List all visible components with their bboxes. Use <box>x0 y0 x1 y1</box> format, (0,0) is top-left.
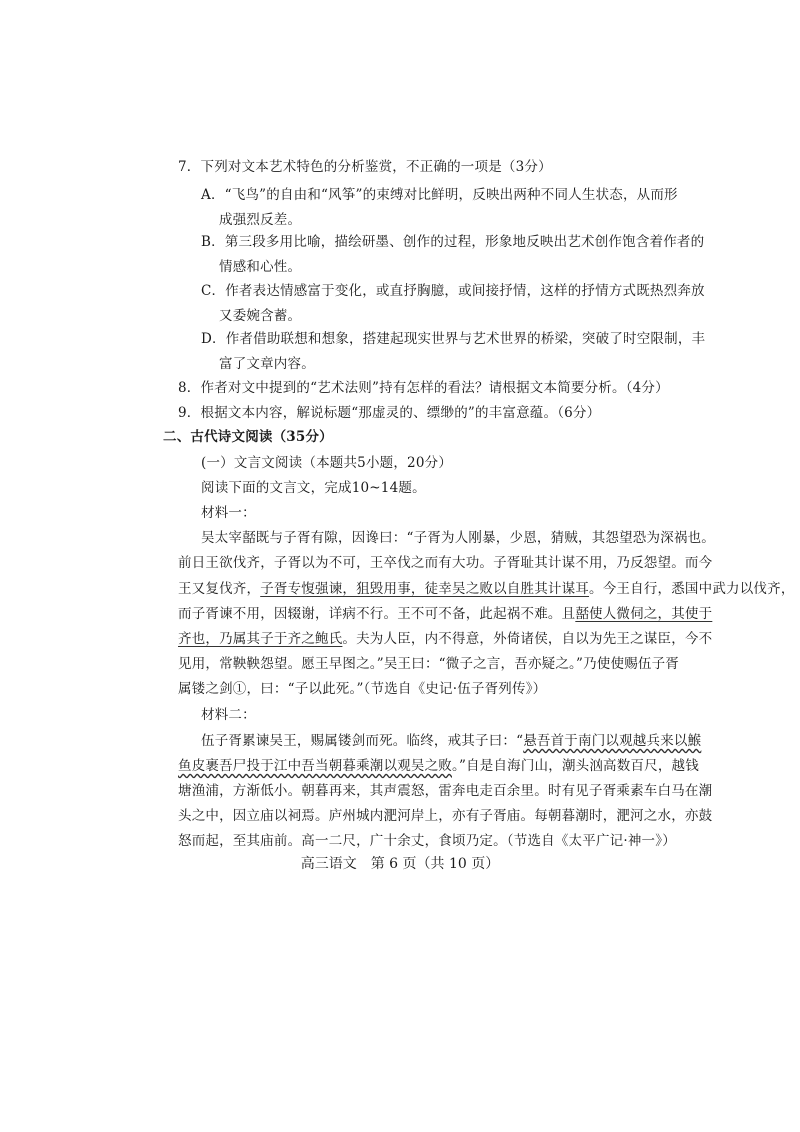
q7-option-b-line1: B．第三段多用比喻，描绘研墨、创作的过程，形象地反映出艺术创作饱含着作者的 <box>201 234 705 250</box>
q9: 9．根据文本内容，解说标题“那虚灵的、缥缈的”的丰富意蕴。（6分） <box>178 405 601 421</box>
material-1-line-4-underlined: 嚭使人微伺之，其使于 <box>575 606 713 622</box>
page-footer: 高三语文 第 6 页（共 10 页） <box>300 856 500 872</box>
material-2-line-1-wavy: 悬吾首于南门以观越兵来以鯸 <box>523 733 702 749</box>
material-2-line-4: 头之中，因立庙以祠焉。庐州城内淝河岸上，亦有子胥庙。每朝暮潮时，淝河之水，亦鼓 <box>178 808 713 824</box>
material-1-label: 材料一： <box>201 505 256 521</box>
material-2-line-2-text: 。”自是自海门山，潮头汹高数百尺，越钱 <box>452 758 699 774</box>
q7-option-d-line2: 富了文章内容。 <box>219 356 315 372</box>
material-1-line-5-underlined: 齐也，乃属其子于齐之鲍氏 <box>178 631 343 647</box>
material-2-line-1-text: 伍子胥累谏吴王，赐属镂剑而死。临终，戒其子曰：“ <box>201 733 524 749</box>
material-1-line-1: 吴太宰嚭既与子胥有隙，因谗曰：“子胥为人刚暴，少恩，猜贼，其怨望恐为深祸也。 <box>201 530 716 546</box>
material-2-line-3: 塘渔浦，方渐低小。朝暮再来，其声震怒，雷奔电走百余里。时有见子胥乘素车白马在潮 <box>178 783 713 799</box>
material-2-line-1 <box>201 732 701 750</box>
section-2-instruction: 阅读下面的文言文，完成10~14题。 <box>201 480 426 496</box>
material-1-line-4-text: 而子胥谏不用，因辍谢，详病不行。王不可不备，此起祸不难。且 <box>178 606 576 622</box>
q7-option-c-line2: 又委婉含蓄。 <box>219 308 302 324</box>
material-1-line-3-end: 。今王自行，悉国中武力以伐齐， <box>589 581 795 597</box>
material-1-line-5-text: 。夫为人臣，内不得意，外倚诸侯，自以为先王之谋臣，今不 <box>342 631 713 647</box>
material-1-line-7: 属镂之剑①，曰：“子以此死。”（节选自《史记·伍子胥列传》） <box>178 681 547 697</box>
section-2-title: 二、古代诗文阅读（35分） <box>163 429 333 445</box>
material-1-line-4 <box>178 605 712 623</box>
material-2-line-2 <box>178 757 699 775</box>
material-2-line-2-wavy: 鱼皮裹吾尸投于江中吾当朝暮乘潮以观吴之败 <box>178 758 452 774</box>
material-1-line-5 <box>178 630 712 648</box>
q8: 8．作者对文中提到的“艺术法则”持有怎样的看法？请根据文本简要分析。（4分） <box>178 380 669 396</box>
q7-option-a-line2: 成强烈反差。 <box>219 212 302 228</box>
material-1-line-2: 前日王欲伐齐，子胥以为不可，王卒伐之而有大功。子胥耻其计谋不用，乃反怨望。而今 <box>178 555 713 571</box>
q7-option-a-line1: A．“飞鸟”的自由和“风筝”的束缚对比鲜明，反映出两种不同人生状态，从而形 <box>201 187 678 203</box>
material-1-line-3-text: 王又复伐齐， <box>178 581 261 597</box>
material-2-line-5: 怒而起，至其庙前。高一二尺，广十余丈，食顷乃定。（节选自《太平广记·神一》） <box>178 833 676 849</box>
material-1-line-6: 见用，常鞅鞅怨望。愿王早图之。”吴王曰：“微子之言，吾亦疑之。”乃使使赐伍子胥 <box>178 656 680 672</box>
material-1-line-3 <box>178 580 795 598</box>
material-2-label: 材料二： <box>201 707 256 723</box>
q7-option-d-line1: D．作者借助联想和想象，搭建起现实世界与艺术世界的桥梁，突破了时空限制，丰 <box>201 331 706 347</box>
q7-option-b-line2: 情感和心性。 <box>219 259 302 275</box>
q7-option-c-line1: C．作者表达情感富于变化，或直抒胸臆，或间接抒情，这样的抒情方式既热烈奔放 <box>201 283 705 299</box>
section-2-subtitle: (一）文言文阅读（本题共5小题，20分） <box>201 455 453 471</box>
q7-stem: 7．下列对文本艺术特色的分析鉴赏，不正确的一项是（3分） <box>178 159 552 175</box>
material-1-line-3-underlined: 子胥专愎强谏，狙毁用事，徒幸吴之败以自胜其计谋耳 <box>260 581 590 597</box>
